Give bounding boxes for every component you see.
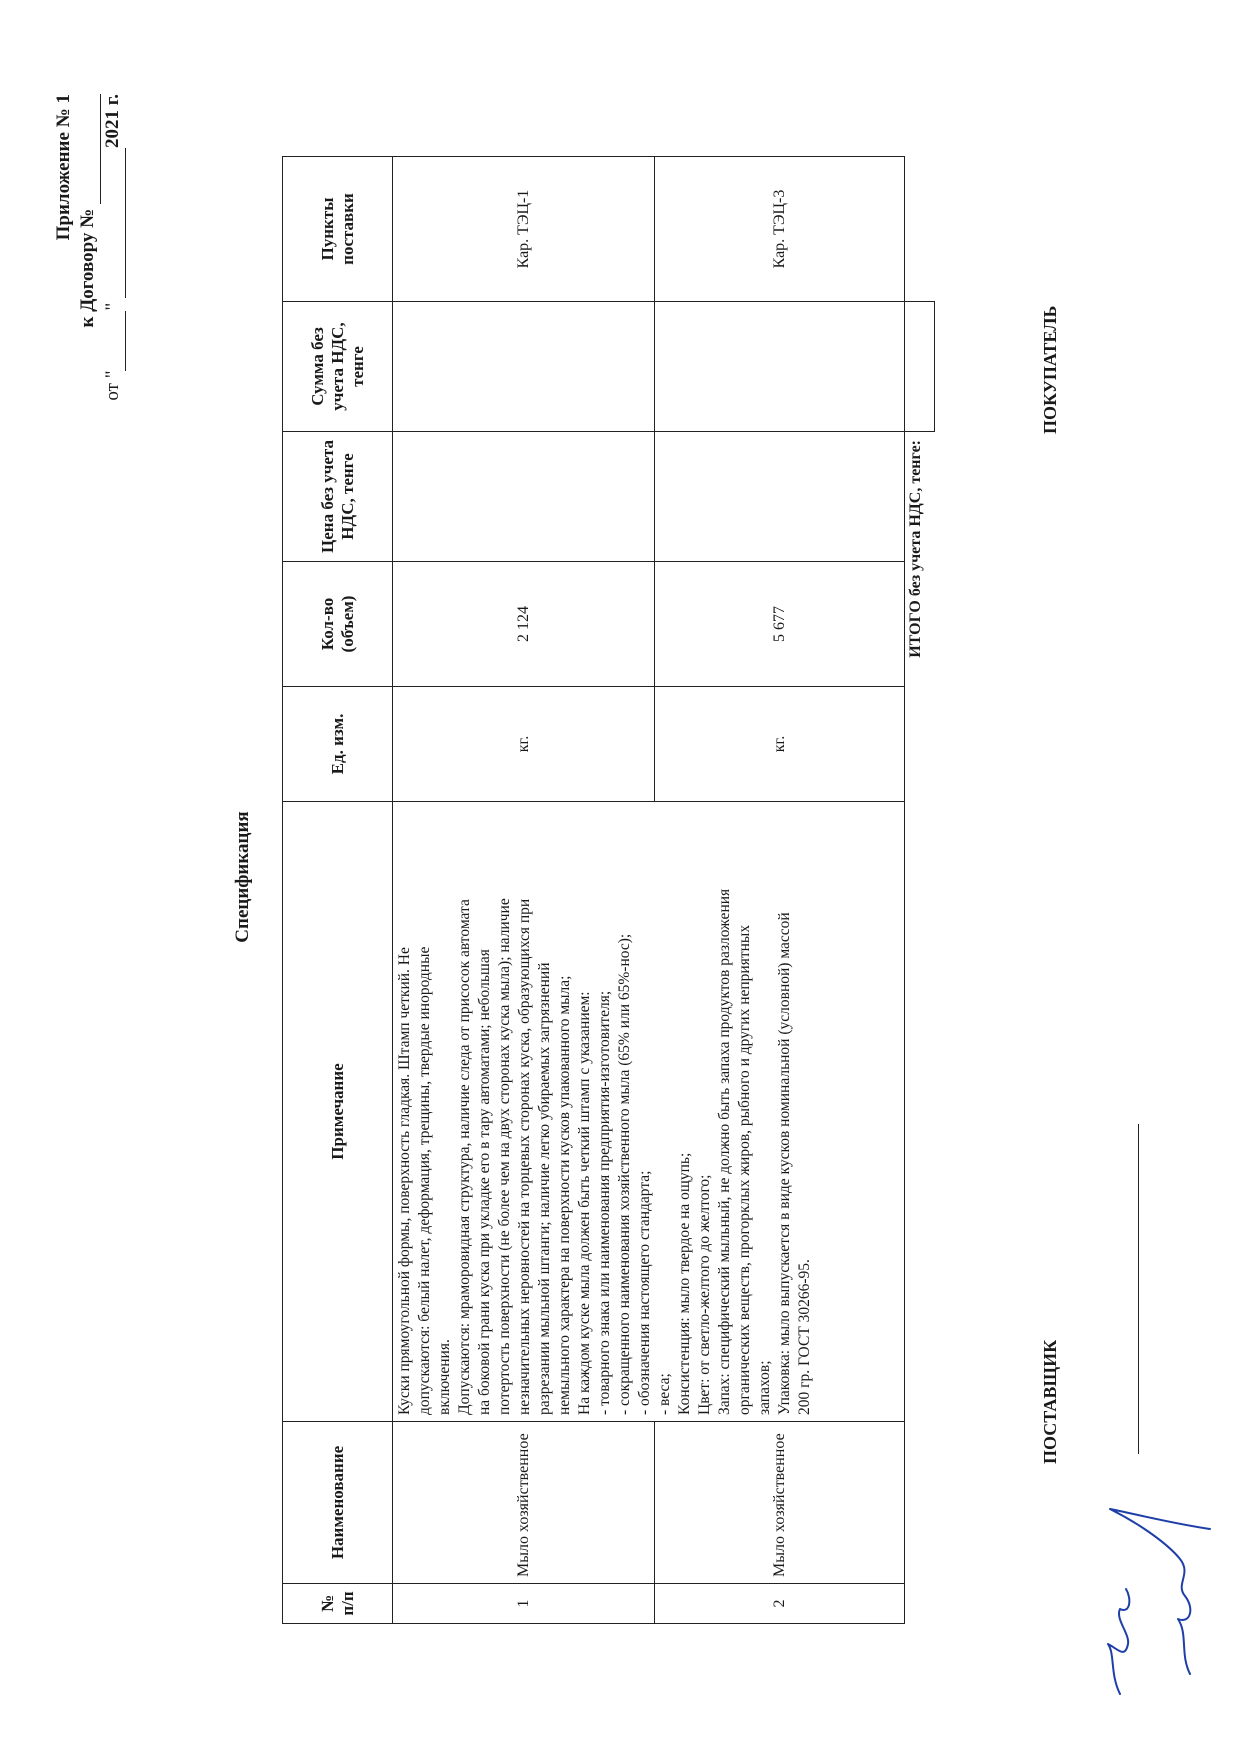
note-line: Допускаются: мраморовидная структура, наличие следа от присосок автомата (456, 899, 473, 1415)
note-line: включения. (436, 1339, 453, 1415)
row-point: Кар. ТЭЦ-1 (393, 157, 655, 302)
header-sum: Сумма без учета НДС, тенге (283, 302, 393, 432)
page-title: Спецификация (232, 811, 253, 943)
supplier-label: ПОСТАВЩИК (1040, 1339, 1060, 1464)
date-day-blank (101, 311, 126, 371)
contract-number-blank (76, 94, 101, 204)
row-num: 2 (655, 1584, 905, 1624)
header-num: № п/п (283, 1584, 393, 1624)
note-line: - товарного знака или наименования предприятия-изготовителя; (596, 990, 613, 1415)
header-note: Примечание (283, 802, 393, 1422)
note-line: на боковой грани куска при укладке его в тару автоматами; небольшая (476, 949, 493, 1415)
row-num: 1 (393, 1584, 655, 1624)
row-unit: кг. (655, 687, 905, 802)
table-header-row (283, 157, 393, 1624)
note-line: немыльного характера на поверхности кусков упакованного мыла; (556, 975, 573, 1415)
note-line: 200 гр. ГОСТ 30266-95. (796, 1259, 813, 1415)
date-month-blank (101, 148, 126, 298)
note-line: Консистенция: мыло твердое на ощупь; (676, 1152, 693, 1415)
note-line: органических веществ, прогорклых жиров, рыбного и других неприятных (736, 924, 753, 1415)
note-line: Куски прямоугольной формы, поверхность гладкая. Штамп четкий. Не (396, 947, 413, 1415)
annex-header (52, 94, 126, 654)
row-unit: кг. (393, 687, 655, 802)
total-row (905, 157, 935, 1624)
note-line: - сокращенного наименования хозяйственного мыла (65% или 65%-нос); (616, 933, 633, 1415)
total-value (905, 302, 935, 432)
header-qty: Кол-во (объем) (283, 562, 393, 687)
row-qty: 2 124 (393, 562, 655, 687)
note-line: потертость поверхности (не более чем на двух сторонах куска мыла); наличие (496, 898, 513, 1415)
signature-mark-1 (1108, 1589, 1129, 1694)
note-line: допускаются: белый налет, деформация, трещины, твердые инородные (416, 946, 433, 1415)
annex-title: Приложение № 1 (53, 94, 74, 241)
header-price: Цена без учета НДС, тенге (283, 432, 393, 562)
note-line: Упаковка: мыло выпускается в виде кусков номинальной (условной) массой (776, 912, 793, 1415)
signature-mark-2 (1110, 1509, 1210, 1674)
row-point: Кар. ТЭЦ-3 (655, 157, 905, 302)
total-label: ИТОГО без учета НДС, тенге: (905, 432, 935, 802)
note-line: Запах: специфический мыльный, не должно быть запаха продуктов разложения (716, 888, 733, 1415)
note-line: На каждом куске мыла должен быть четкий штамп с указанием: (576, 991, 593, 1415)
row-qty: 5 677 (655, 562, 905, 687)
row-price (393, 432, 655, 562)
header-name: Наименование (283, 1422, 393, 1584)
note-line: - обозначения настоящего стандарта; (636, 1170, 653, 1415)
row-sum (655, 302, 905, 432)
contract-date-line: от " " 2021 г. (101, 94, 126, 654)
row-price (655, 432, 905, 562)
buyer-label: ПОКУПАТЕЛЬ (1040, 305, 1060, 434)
row-note (393, 802, 905, 1422)
signature-line (1138, 1124, 1139, 1454)
note-line: запахов; (756, 1360, 773, 1415)
header-points: Пункты поставки (283, 157, 393, 302)
note-line: - веса; (656, 1373, 673, 1415)
note-line: незначительных неровностей на торцевых сторонах куска, образующихся при (516, 898, 533, 1415)
contract-year: 2021 г. (102, 94, 123, 148)
specification-table (282, 156, 935, 1624)
table-row (393, 157, 655, 1624)
note-line: разрезании мыльной штанги; наличие легко убираемых загрязнений (536, 962, 553, 1415)
row-sum (393, 302, 655, 432)
row-name: Мыло хозяйственное (393, 1422, 655, 1584)
header-unit: Ед. изм. (283, 687, 393, 802)
handwritten-signatures (1080, 1474, 1230, 1714)
note-line: Цвет: от светло-желтого до желтого; (696, 1174, 713, 1415)
contract-number-line: к Договору № (76, 94, 101, 654)
row-name: Мыло хозяйственное (655, 1422, 905, 1584)
